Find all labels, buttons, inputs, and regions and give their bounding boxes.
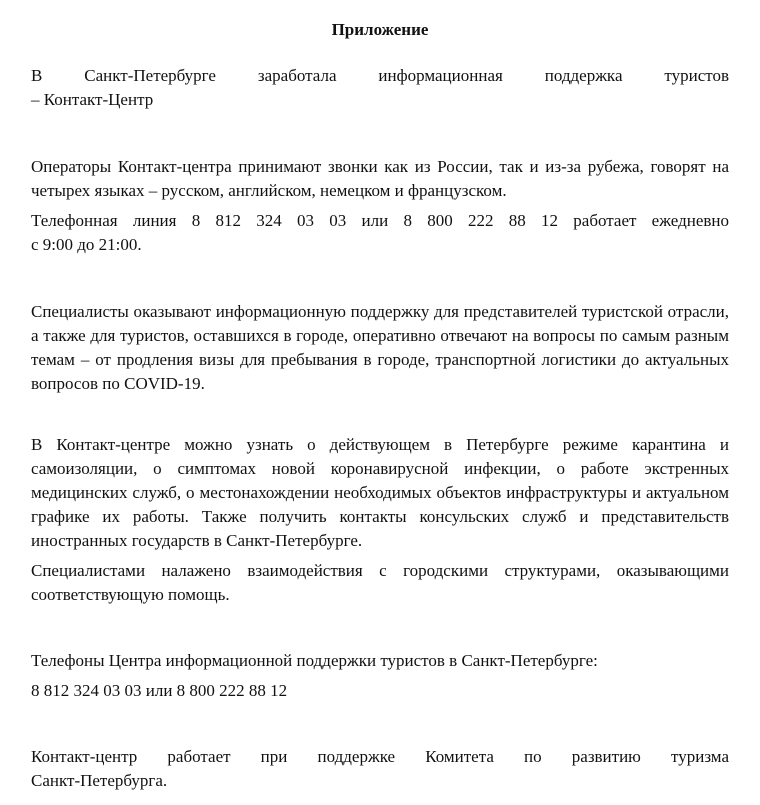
document-title: Приложение	[331, 20, 429, 39]
paragraph-support-committee	[31, 745, 729, 793]
paragraph-operators: Операторы Контакт-центра принимают звонки как из России, так и из-за рубежа, говорят на четырех языках – русском, английском, немецком и французском.	[31, 157, 729, 200]
paragraph-support-committee-line-2: Санкт-Петербурга.	[31, 771, 168, 790]
paragraph-phone-hours	[31, 209, 729, 257]
paragraph-cooperation: Специалистами налажено взаимодействия с городскими структурами, оказывающими соответствующую помощь.	[31, 561, 729, 604]
paragraph-intro-line-1: В Санкт-Петербурге заработала информационная поддержка туристов	[31, 66, 729, 85]
paragraph-phone-hours-line-1: Телефонная линия 8 812 324 03 03 или 8 800 222 88 12 работает ежедневно	[31, 211, 729, 230]
paragraph-specialists: Специалисты оказывают информационную поддержку для представителей туристской отрасли, а также для туристов, оставшихся в городе, оперативно отвечают на вопросы по самым разным темам – от продления визы для пребывания в городе, транспортной логистики до актуальных вопросов по COVID-19.	[31, 302, 729, 393]
paragraph-intro	[31, 64, 729, 112]
paragraph-support-committee-line-1: Контакт-центр работает при поддержке Комитета по развитию туризма	[31, 747, 729, 766]
paragraph-intro-line-2: – Контакт-Центр	[31, 90, 154, 109]
paragraph-phone-numbers: 8 812 324 03 03 или 8 800 222 88 12	[31, 681, 288, 700]
paragraph-phones-heading: Телефоны Центра информационной поддержки туристов в Санкт-Петербурге:	[31, 651, 598, 670]
paragraph-phone-hours-line-2: с 9:00 до 21:00.	[31, 235, 142, 254]
paragraph-info-topics: В Контакт-центре можно узнать о действующем в Петербурге режиме карантина и самоизоляции, о симптомах новой коронавирусной инфекции, о работе экстренных медицинских служб, о местонахождении необходимых объектов инфраструктуры и актуальном графике их работы. Также получить контакты консульских служб и представительств иностранных государств в Санкт-Петербурге.	[31, 435, 729, 550]
